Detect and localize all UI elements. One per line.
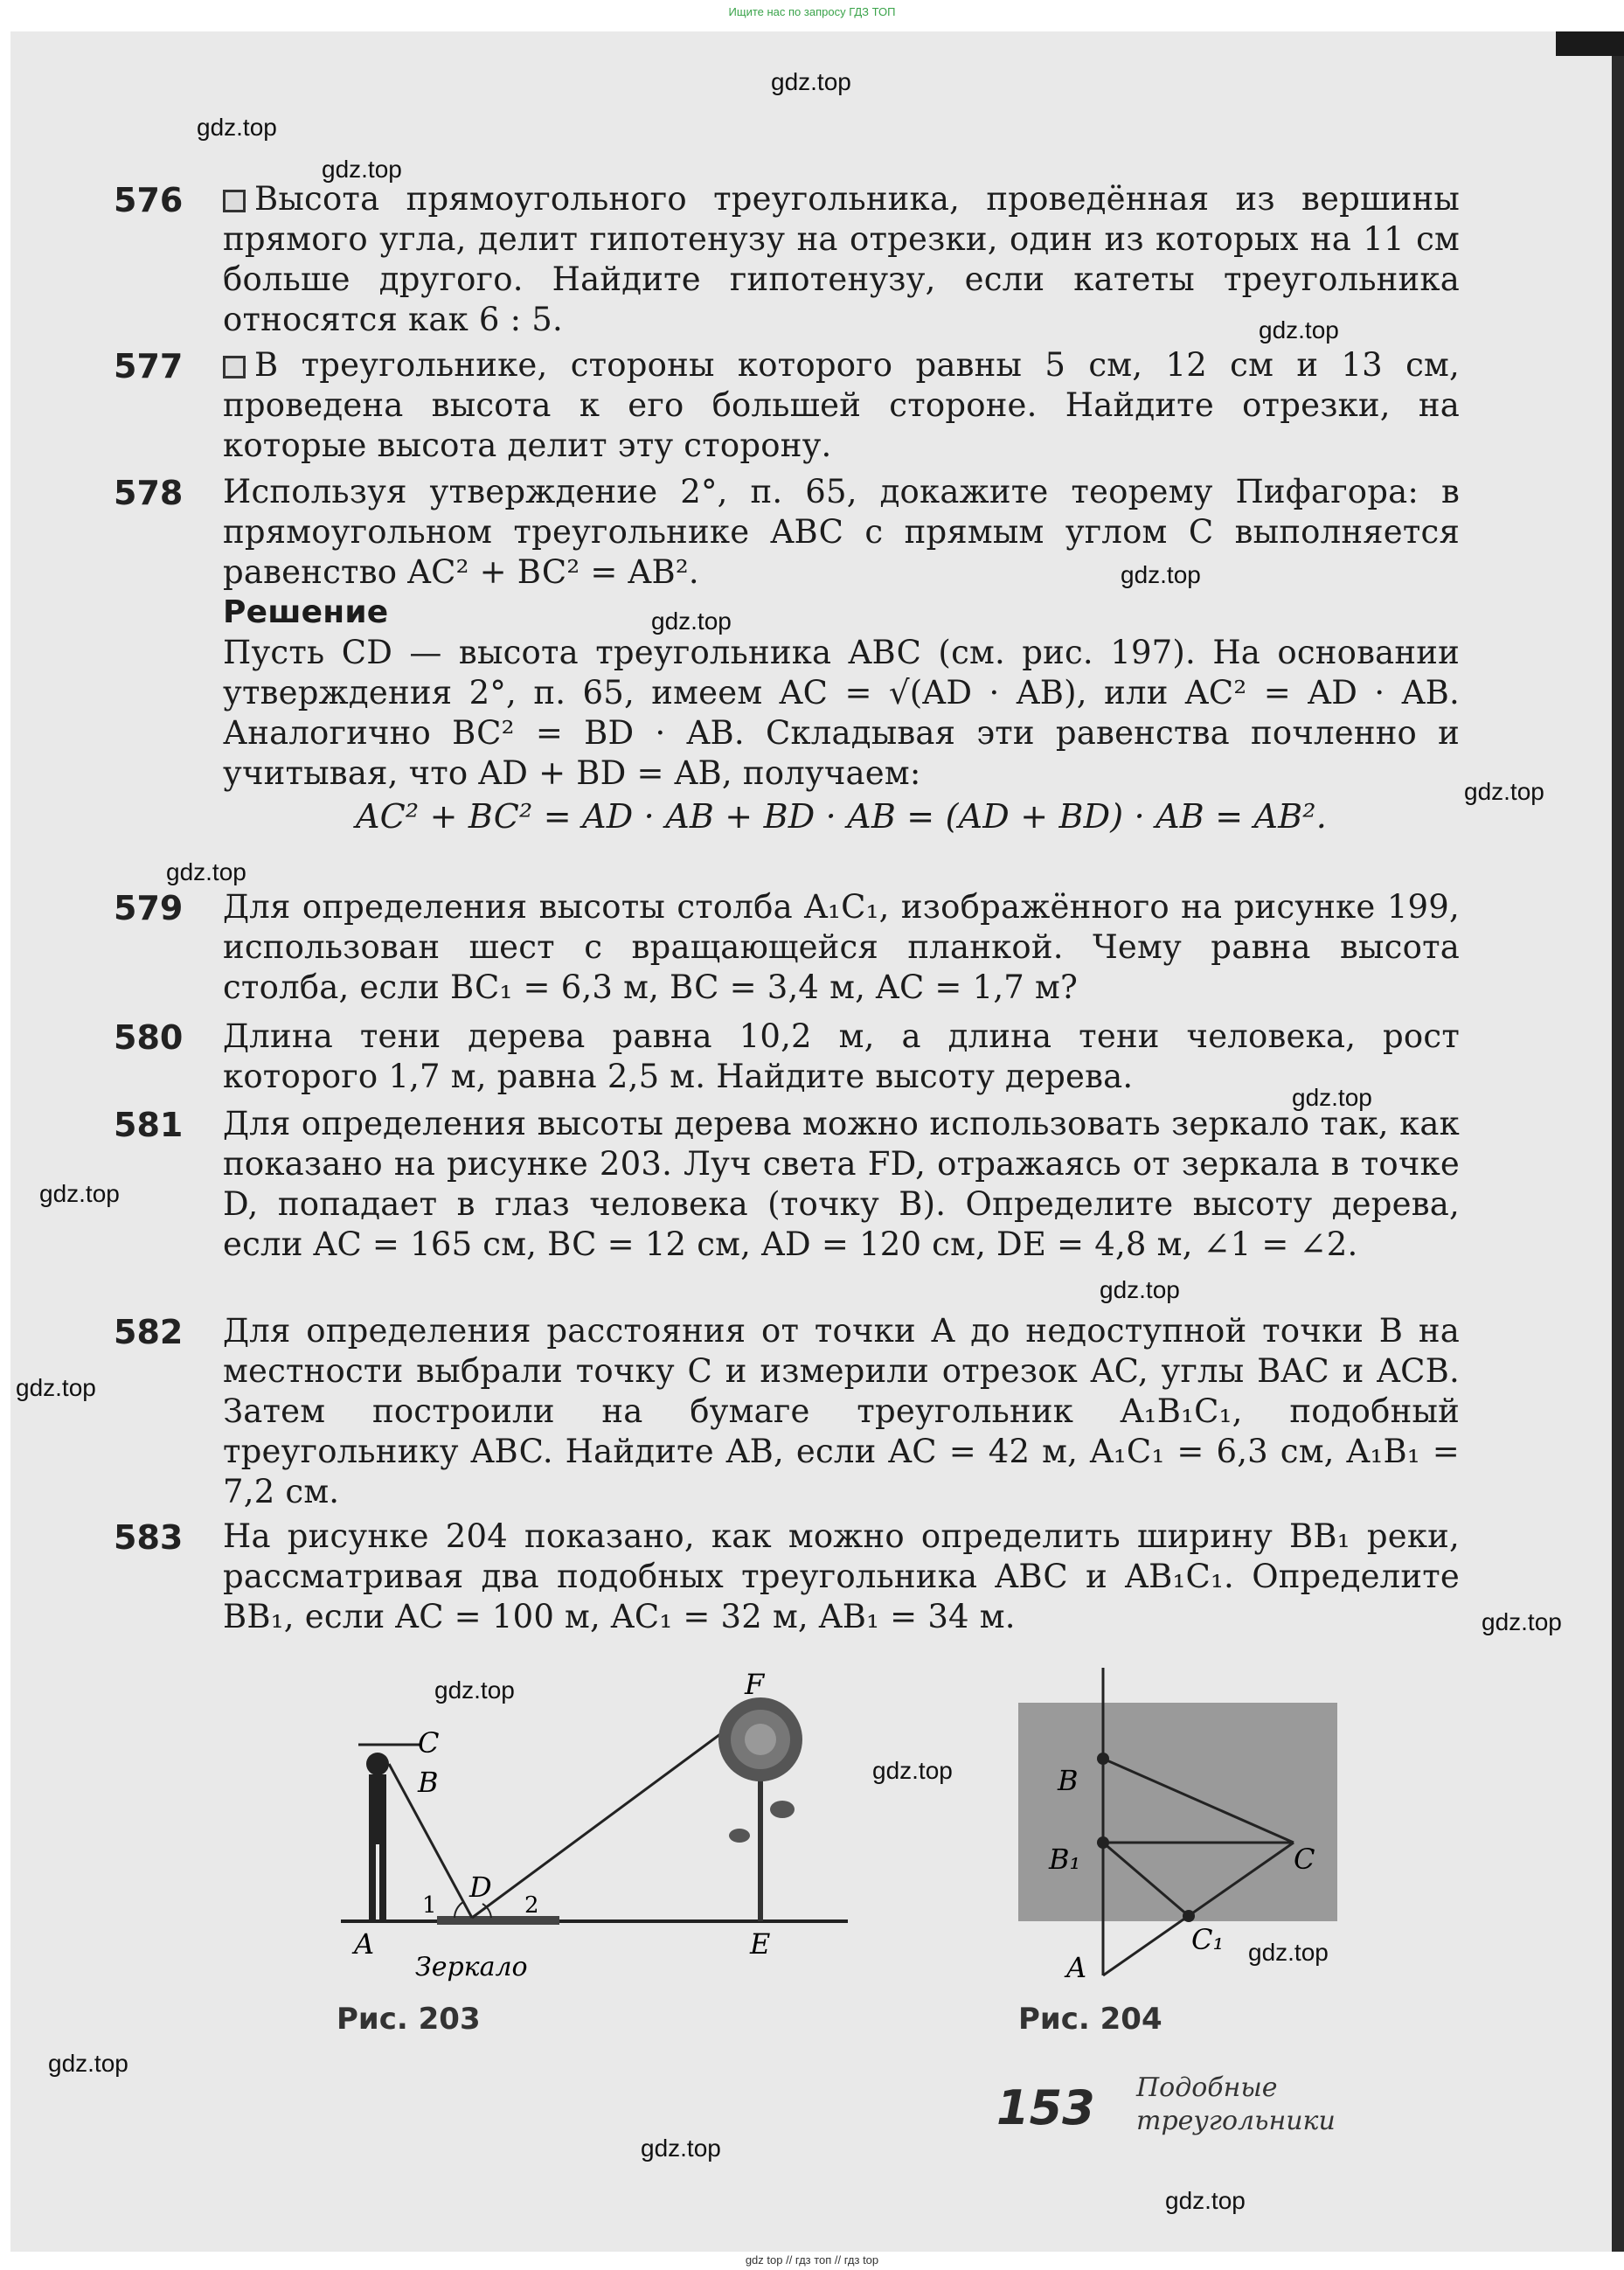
incident-ray [472,1704,760,1918]
problem-number: 578 [114,474,184,512]
mirror-label: Зеркало [415,1952,528,1982]
watermark: gdz.top [16,1374,96,1401]
watermark: gdz.top [1165,2187,1246,2214]
watermark: gdz.top [1464,778,1544,805]
problem-580 [114,1017,1460,1097]
watermark: gdz.top [641,2135,721,2162]
watermark: gdz.top [1100,1276,1180,1303]
label-B: B [1058,1764,1079,1797]
scan-edge [1612,31,1624,2252]
problem-578 [114,472,1460,839]
watermark: gdz.top [48,2050,128,2077]
problem-number: 579 [114,889,184,927]
problem-text [223,345,1460,466]
page-number: 153 [996,2080,1095,2135]
problem-number: 577 [114,347,184,385]
figure-203-caption: Рис. 203 [337,2002,481,2037]
point-B [1097,1753,1109,1765]
watermark: gdz.top [872,1757,953,1784]
label-C: C [418,1726,440,1760]
problem-number: 582 [114,1313,184,1351]
solution-heading: Решение [223,594,389,630]
person-icon [366,1753,389,1921]
watermark: gdz.top [651,607,732,635]
watermark: gdz.top [771,68,851,95]
label-angle-2: 2 [524,1892,539,1919]
solution-text: Пусть CD — высота треугольника ABC (см. рис. 197). На основании утверждения 2°, п. 65, имеем AC = √(AD · AB), или AC² = AD · AB. Аналогично BC² = BD · AB. Складывая эти равенства почленно и учитывая, что AD + BD = AB, получаем: [223,634,1460,792]
angle-1-arc [455,1902,463,1918]
watermark: gdz.top [1248,1939,1329,1966]
label-A: A [354,1927,375,1961]
watermark: gdz.top [197,114,277,141]
problem-576 [114,179,1460,340]
problem-text: Используя утверждение 2°, п. 65, докажите теорему Пифагора: в прямоугольном треугольнике ABC с прямым углом C выполняется равенство AC² + BC² = AB². [223,473,1460,591]
label-D: D [469,1871,492,1904]
watermark: gdz.top [1482,1608,1562,1635]
problem-text: Для определения расстояния от точки A до недоступной точки B на местности выбрали точку C и измерили отрезок AC, углы BAC и ACB. Затем построили на бумаге треугольник A₁B₁C₁, подобный треугольнику ABC. Найдите AB, если AC = 42 м, A₁C₁ = 6,3 см, A₁B₁ = 7,2 см. [223,1312,1460,1510]
watermark: gdz.top [434,1676,515,1704]
point-C1 [1183,1910,1195,1922]
section-title [1136,2072,1398,2138]
starred-task-icon [223,190,246,212]
problem-text: Для определения высоты столба A₁C₁, изображённого на рисунке 199, использован шест с вращающейся планкой. Чему равна высота столба, если BC₁ = 6,3 м, BC = 3,4 м, AC = 1,7 м? [223,888,1460,1006]
scan-corner [1556,31,1624,56]
problem-581 [114,1104,1460,1265]
problem-number: 583 [114,1518,184,1557]
problem-text: Для определения высоты дерева можно использовать зеркало так, как показано на рисунке 203. Луч света FD, отражаясь от зеркала в точке D, попадает в глаз человека (точку B). Определите высоту дерева, если AC = 165 см, BC = 12 см, AD = 120 см, DE = 4,8 м, ∠1 = ∠2. [223,1105,1460,1263]
label-F: F [745,1670,765,1701]
watermark: gdz.top [322,156,402,183]
problem-text: Длина тени дерева равна 10,2 м, а длина тени человека, рост которого 1,7 м, равна 2,5 м. Найдите высоту дерева. [223,1017,1460,1095]
watermark: gdz.top [1292,1084,1372,1111]
section-title-line-2: треугольники [1136,2106,1336,2136]
problem-579 [114,887,1460,1008]
watermark: gdz.top [1259,316,1339,344]
top-banner: Ищите нас по запросу ГДЗ ТОП [728,5,896,18]
label-B1: B₁ [1049,1843,1081,1876]
label-C1: C₁ [1191,1923,1225,1956]
footer: gdz top // гдз топ // гдз top [745,2253,879,2267]
problem-text-body: Высота прямоугольного треугольника, проведённая из вершины прямого угла, делит гипотенузу на отрезки, один из которых на 11 см больше другого. Найдите гипотенузу, если катеты треугольника относятся как 6 : 5. [223,180,1460,338]
problem-583 [114,1517,1460,1637]
figure-203 [323,1670,865,1984]
label-C: C [1294,1843,1315,1876]
watermark: gdz.top [39,1180,120,1207]
label-E: E [750,1927,771,1961]
problem-number: 581 [114,1106,184,1144]
river-area [1018,1703,1337,1921]
watermark: gdz.top [1121,561,1201,588]
label-B: B [418,1766,439,1799]
watermark: gdz.top [166,858,246,885]
problem-number: 580 [114,1018,184,1057]
problem-577 [114,345,1460,466]
label-angle-1: 1 [422,1892,437,1919]
section-title-line-1: Подобные [1136,2072,1278,2103]
problem-text: На рисунке 204 показано, как можно определить ширину BB₁ реки, рассматривая два подобных треугольника ABC и AB₁C₁. Определите BB₁, если AC = 100 м, AC₁ = 32 м, AB₁ = 34 м. [223,1517,1460,1635]
problem-number: 576 [114,181,184,219]
solution-formula: AC² + BC² = AD · AB + BD · AB = (AD + BD) · AB = AB². [355,797,1328,836]
label-A: A [1066,1951,1087,1984]
figure-204-caption: Рис. 204 [1018,2002,1162,2037]
problem-text-body: В треугольнике, стороны которого равны 5 см, 12 см и 13 см, проведена высота к его большей стороне. Найдите отрезки, на которые высота делит эту сторону. [223,346,1460,464]
starred-task-icon [223,356,246,378]
problem-582 [114,1311,1460,1512]
point-B1 [1097,1836,1109,1849]
